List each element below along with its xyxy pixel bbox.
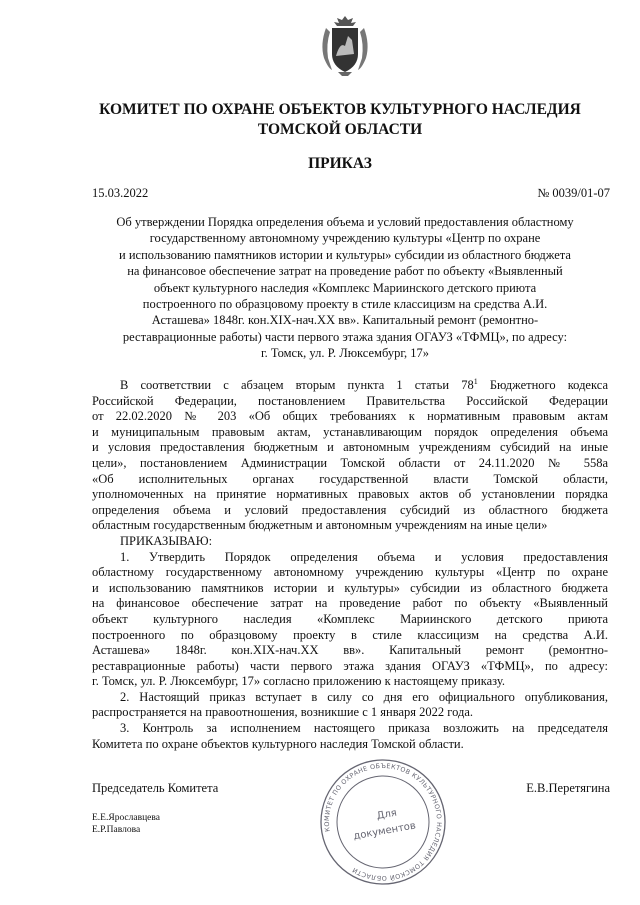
item3-line: Комитета по охране объектов культурного наследия Томской области. [92,736,464,751]
superscript: 1 [473,376,478,386]
preamble-line: В соответствии с абзацем вторым пункта 1 статьи $78^1$ Бюджетного кодекса [120,376,608,392]
document-number: № 0039/01-07 [537,186,610,200]
preamble-line: и муниципальным правовым актам, устанавливающим порядок определения объема [92,424,608,439]
organization-name-line1: КОМИТЕТ ПО ОХРАНЕ ОБЪЕКТОВ КУЛЬТУРНОГО НАСЛЕДИЯ [99,101,581,118]
stamp-ring-text: КОМИТЕТ ПО ОХРАНЕ ОБЪЕКТОВ КУЛЬТУРНОГО НАСЛЕДИЯ ТОМСКОЙ ОБЛАСТИ [322,761,444,883]
executors [92,812,160,836]
subject-line: построенного по образцовому проекту в стиле классицизм на средства А.И. [142,297,548,312]
preamble-line: определения объема и условий предоставления субсидий из областного бюджета [92,502,608,517]
signature-position: Председатель Комитета [92,781,219,795]
preamble-line: областным государственным бюджетным и автономным учреждениям на иные цели» [92,518,548,533]
subject-line: Асташева» 1848г. кон.XIX-нач.XX вв». Капитальный ремонт (ремонтно- [151,313,539,328]
item2-line: 2. Настоящий приказ вступает в силу со дня его официального опубликования, [120,689,608,704]
item1-line: реставрационные работы) части первого этажа здания ОГАУЗ «ТФМЦ», по адресу: [92,658,608,673]
preamble-line: цели», постановлением Администрации Томской области от 24.11.2020 № 558а [92,455,608,470]
subject-line: г. Томск, ул. Р. Люксембург, 17» [260,346,430,361]
preamble-line: Российской Федерации, постановлением Правительства Российской Федерации [92,393,608,408]
subject-line: и использованию памятников истории и культуры» субсидии из областного бюджета [119,247,571,262]
organization-name-line2: ТОМСКОЙ ОБЛАСТИ [257,121,423,138]
preamble-line: от 22.02.2020 № 203 «Об общих требованиях к нормативным правовым актам [92,409,608,424]
item1-line: построенного по образцовому проекту в стиле классицизм на средства А.И. [92,627,608,642]
item2-line: распространяется на правоотношения, возникшие с 1 января 2022 года. [92,705,473,720]
subject-line: на финансовое обеспечение затрат на проведение работ по объекту «Выявленный [127,264,563,279]
preamble [92,378,608,752]
signature-name: Е.В.Перетягина [526,781,610,795]
subject-line: объект культурного наследия «Комплекс Мариинского детского приюта [153,280,537,295]
item1-line: на финансовое обеспечение затрат на проведение работ по объекту «Выявленный [92,596,608,611]
item3-line: 3. Контроль за исполнением настоящего приказа возложить на председателя [120,721,608,736]
preamble-line: и условия предоставления бюджетным и автономным учреждениям субсидий на иные [92,440,608,455]
stamp-seal [318,752,448,892]
executor-name: Е.Е.Ярославцева [92,813,160,823]
document-subject [80,214,610,362]
executor-name: Е.Р.Павлова [92,825,141,835]
document-type: ПРИКАЗ [308,155,372,172]
preamble-line: «Об исполнительных органах государственной власти Томской области, [92,471,608,486]
subject-line: реставрационные работы) части первого этажа здания ОГАУЗ «ТФМЦ», по адресу: [122,329,568,344]
stamp-center-line2: документов [352,820,417,843]
subject-line: Об утверждении Порядка определения объема и условий предоставления областному [116,215,574,229]
coat-of-arms-icon [318,14,372,78]
item1-line: объект культурного наследия «Комплекс Мариинского детского приюта [92,611,608,626]
stamp-center-line1: Для [375,807,398,822]
order-word: ПРИКАЗЫВАЮ: [120,533,213,548]
subject-line: государственному автономному учреждению культуры «Центр по охране [149,231,541,246]
item1-line: г. Томск, ул. Р. Люксембург, 17» согласно приложению к настоящему приказу. [92,674,505,689]
document-date: 15.03.2022 [92,186,149,200]
item1-line: и использованию памятников истории и культуры» субсидии из областного бюджета [92,580,608,595]
preamble-line: уполномоченных на принятие нормативных правовых актов об установлении порядка [92,487,608,502]
item1-line: Асташева» 1848г. кон.XIX-нач.XX вв». Капитальный ремонт (ремонтно- [92,643,608,658]
item1-line: 1. Утвердить Порядок определения объема и условия предоставления [120,549,608,564]
item1-line: областному государственному автономному учреждению культуры «Центр по охране [92,565,608,580]
